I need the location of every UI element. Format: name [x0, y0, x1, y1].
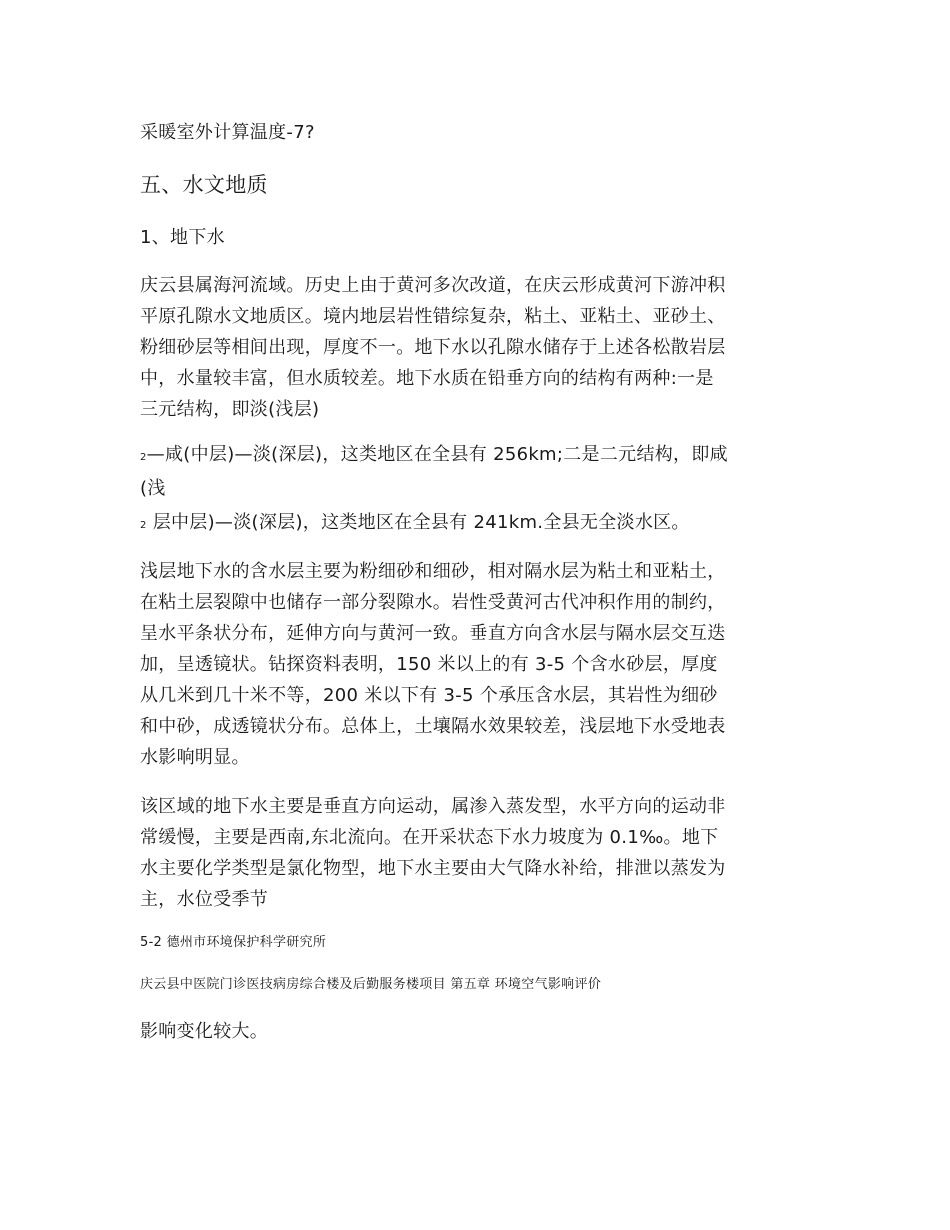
superscript-marker: 2	[140, 520, 147, 531]
section-heading: 五、水文地质	[140, 173, 268, 197]
paragraph-three-layer-text: —咸(中层)—淡(深层)，这类地区在全县有 256km;二是二元结构，即咸 (浅	[140, 444, 728, 499]
paragraph-aquifer-description: 浅层地下水的含水层主要为粉细砂和细砂，相对隔水层为粘土和亚粘土， 在粘土层裂隙中也储存一部分裂隙水。岩性受黄河古代冲积作用的制约， 呈水平条状分布，延伸方向与黄河一致。垂直方向含水层与隔水层交互迭 加，呈透镜状。钻探资料表明，150 米以上的有 3-5 个含水砂层，厚度 从几米到几十米不等，200 米以下有 3-5 个承压含水层，其岩性为细砂 和中砂，成透镜状分布。总体上，土壤隔水效果较差，浅层地下水受地表 水影响明显。	[140, 561, 726, 768]
superscript-marker: 2	[140, 452, 147, 463]
heating-temperature-line: 采暖室外计算温度-7?	[140, 122, 315, 143]
page-footer: 5-2 德州市环境保护科学研究所	[140, 935, 327, 950]
paragraph-two-layer-structure	[140, 507, 815, 541]
running-header: 庆云县中医院门诊医技病房综合楼及后勤服务楼项目 第五章 环境空气影响评价	[140, 977, 602, 992]
subsection-heading: 1、地下水	[140, 227, 225, 248]
paragraph-two-layer-text: 层中层)—淡(深层)，这类地区在全县有 241km.全县无全淡水区。	[152, 512, 690, 533]
paragraph-groundwater-movement: 该区域的地下水主要是垂直方向运动，属渗入蒸发型，水平方向的运动非 常缓慢，主要是西南,东北流向。在开采状态下水力坡度为 0.1‰。地下 水主要化学类型是氯化物型，地下水主要由大气降水补给，排泄以蒸发为 主，水位受季节	[140, 796, 726, 910]
paragraph-groundwater-overview: 庆云县属海河流域。历史上由于黄河多次改道，在庆云形成黄河下游冲积 平原孔隙水文地质区。境内地层岩性错综复杂，粘土、亚粘土、亚砂土、 粉细砂层等相间出现，厚度不一。地下水以孔隙水储存于上述各松散岩层 中，水量较丰富，但水质较差。地下水质在铅垂方向的结构有两种:一是 三元结构，即淡(浅层)	[140, 275, 726, 420]
paragraph-three-layer-structure	[140, 439, 815, 504]
continuation-text: 影响变化较大。	[140, 1021, 269, 1042]
